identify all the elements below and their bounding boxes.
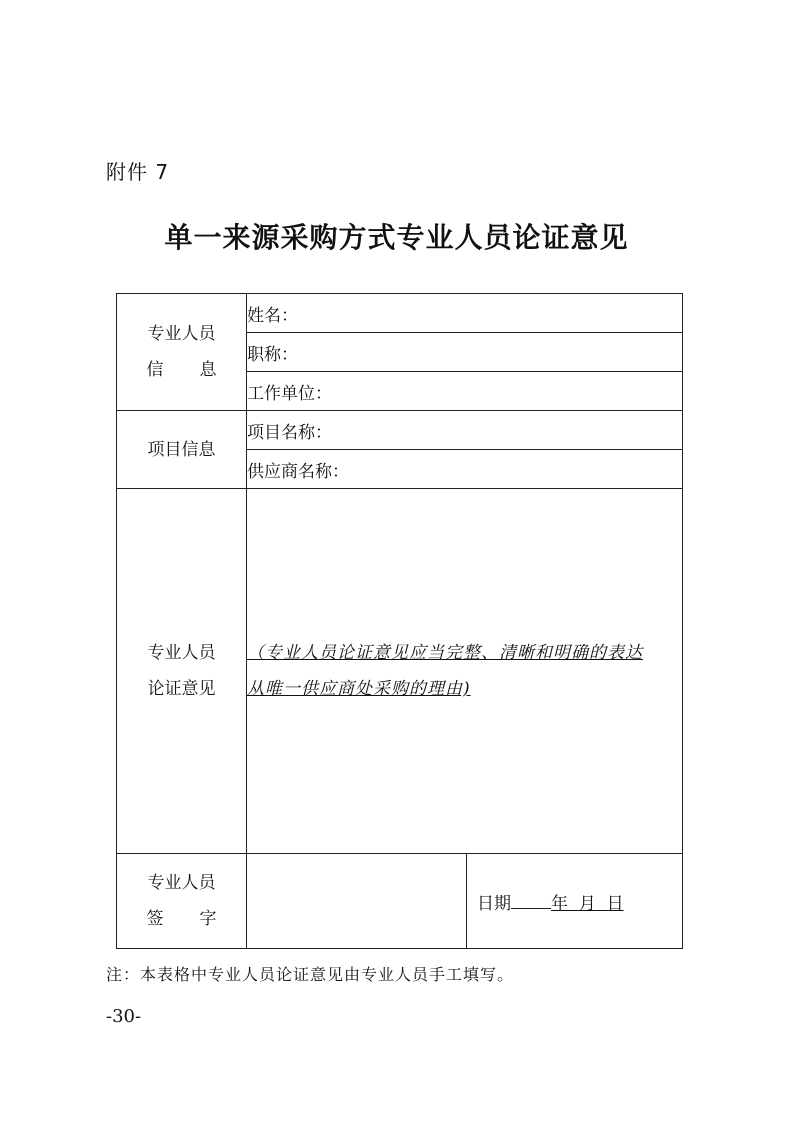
attachment-label: 附件 7 <box>106 160 170 184</box>
signature-label-line1: 专业人员 <box>147 873 216 893</box>
year-blank[interactable] <box>511 892 551 909</box>
date-label: 日期 <box>477 893 511 914</box>
opinion-label-line1: 专业人员 <box>147 643 216 663</box>
workplace-field-label: 工作单位： <box>247 383 332 404</box>
signature-label <box>117 854 247 949</box>
year-label: 年 <box>551 893 568 914</box>
signature-field[interactable] <box>247 854 467 949</box>
title-field[interactable] <box>247 333 683 372</box>
expert-info-label-line1: 专业人员 <box>147 324 216 344</box>
project-name-field[interactable] <box>247 411 683 450</box>
opinion-label <box>117 489 247 854</box>
title-field-label: 职称： <box>247 344 298 365</box>
opinion-field[interactable] <box>247 489 683 854</box>
supplier-name-field-label: 供应商名称： <box>247 461 349 482</box>
signature-label-char-a: 签 <box>146 909 164 929</box>
workplace-field[interactable] <box>247 372 683 411</box>
expert-info-label-char-a: 信 <box>146 360 164 380</box>
supplier-name-field[interactable] <box>247 450 683 489</box>
signature-label-char-b: 字 <box>199 909 217 929</box>
document-title: 单一来源采购方式专业人员论证意见 <box>164 221 629 254</box>
footnote: 注：本表格中专业人员论证意见由专业人员手工填写。 <box>106 965 515 984</box>
expert-name-row <box>117 294 683 333</box>
name-field-label: 姓名： <box>247 305 298 326</box>
opinion-label-line2: 论证意见 <box>147 679 216 699</box>
signature-label-line2 <box>147 901 217 937</box>
month-label: 月 <box>578 893 596 914</box>
expert-info-label-char-b: 息 <box>199 360 217 380</box>
expert-info-label <box>117 294 247 411</box>
opinion-form-table <box>116 293 683 949</box>
signature-row <box>117 854 683 949</box>
day-label: 日 <box>606 893 624 914</box>
name-field[interactable] <box>247 294 683 333</box>
opinion-hint-line1: （专业人员论证意见应当完整、清晰和明确的表达 <box>247 643 643 663</box>
project-info-label: 项目信息 <box>117 411 247 489</box>
project-name-row <box>117 411 683 450</box>
date-cell[interactable] <box>467 854 683 949</box>
opinion-hint-line2: 从唯一供应商处采购的理由) <box>247 679 471 699</box>
date-line <box>467 889 682 914</box>
opinion-row <box>117 489 683 854</box>
page-number: -30- <box>106 1006 142 1027</box>
project-name-field-label: 项目名称： <box>247 422 332 443</box>
expert-info-label-line2 <box>147 352 217 388</box>
